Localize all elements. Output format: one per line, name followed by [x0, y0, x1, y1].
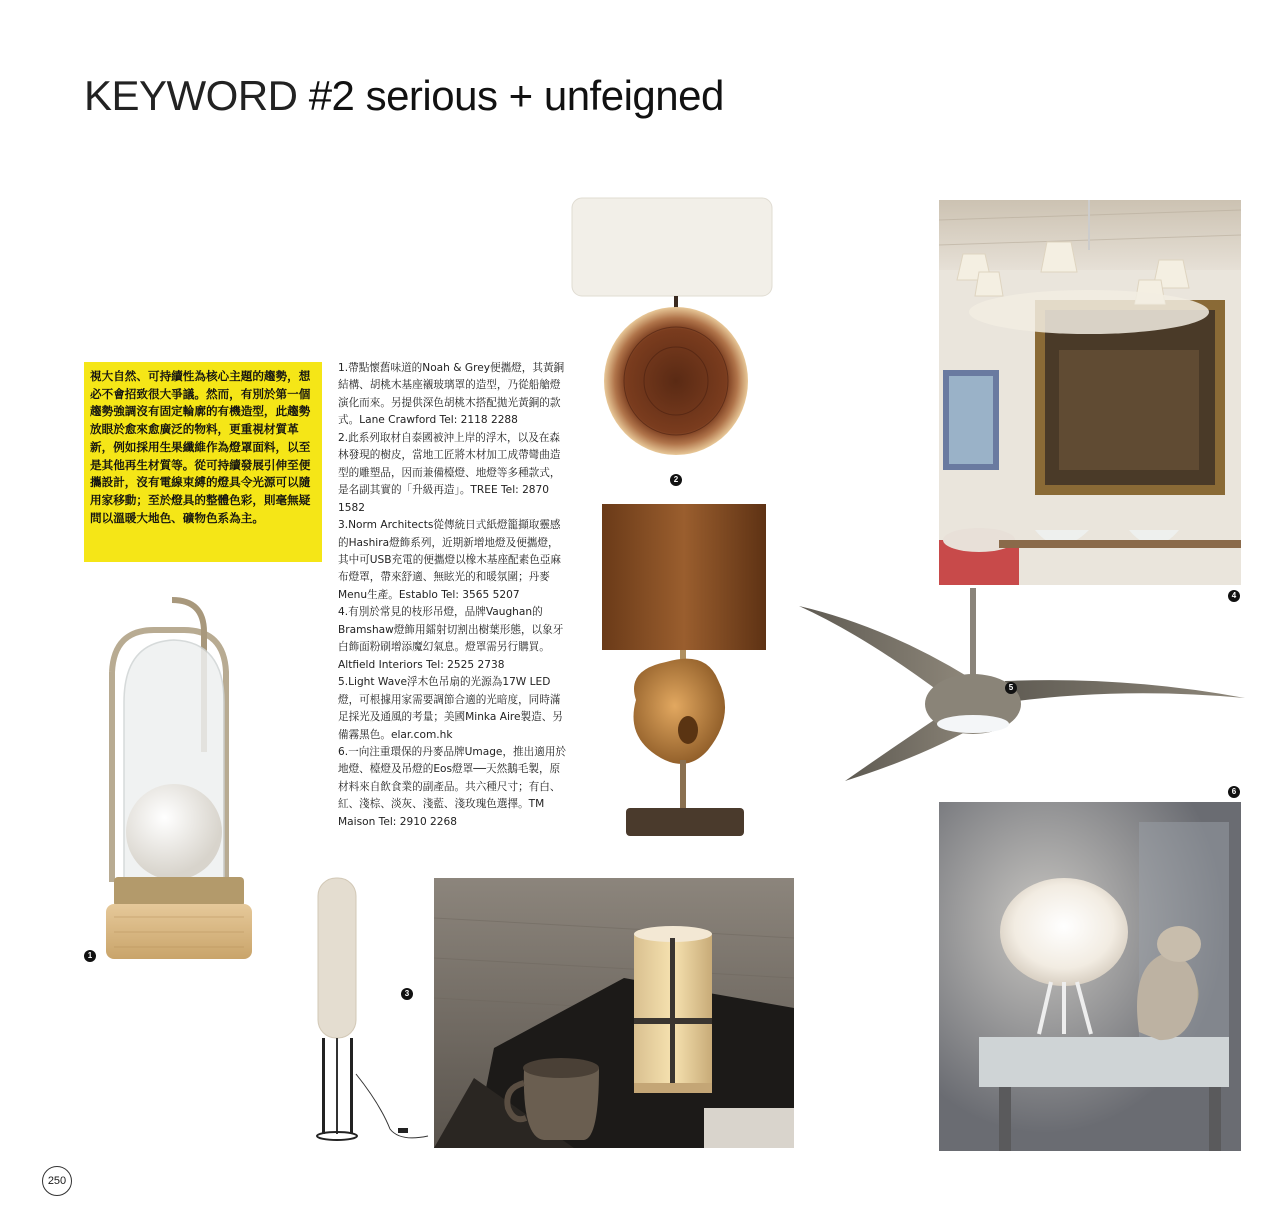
description-item-1: 1.帶點懷舊味道的Noah & Grey便攜燈，其黃銅結構、胡桃木基座襯玻璃罩的造型，乃從船艙燈演化而來。另提供深色胡桃木搭配拋光黃銅的款式。Lane Crawford Tel: 2118 2288 [338, 362, 565, 427]
intro-block: 視大自然、可持續性為核心主題的趨勢，想必不會招致很大爭議。然而，有別於第一個趨勢強調沒有固定輪廓的有機造型，此趨勢放眼於愈來愈廣泛的物料，更重視材質革新，例如採用生果纖維作為燈罩面料，以至是其他再生材質等。從可持續發展引伸至便攜設計，沒有電線束縛的燈具令光源可以隨用家移動；至於燈具的整體色彩，則毫無疑問以溫暖大地色、礦物色系為主。 [84, 362, 322, 562]
marker-4: 4 [1228, 590, 1240, 602]
marker-5: 5 [1005, 682, 1017, 694]
description-item-5: 5.Light Wave浮木色吊扇的光源為17W LED燈，可根據用家需要調節合適的光暗度，同時滿足採光及通風的考量；美國Minka Aire製造、另備霧黑色。elar.com.hk [338, 676, 563, 741]
description-item-4: 4.有別於常見的枝形吊燈，品牌Vaughan的Bramshaw燈飾用鐳射切割出樹葉形態，以象牙白飾面粉刷增添魔幻氣息。燈罩需另行購買。Altfield Interiors Tel: 2525 2738 [338, 606, 564, 671]
bramshaw-chandelier-room-image [939, 200, 1241, 585]
column-floor-lamp-image [300, 874, 430, 1144]
marker-2: 2 [670, 474, 682, 486]
light-wave-ceiling-fan-image [795, 586, 1245, 786]
marker-1: 1 [84, 950, 96, 962]
description-item-2: 2.此系列取材自泰國被沖上岸的浮木，以及在森林發現的樹皮，當地工匠將木材加工成帶彎曲造型的雕塑品，因而兼備檯燈、地燈等多種款式，是名副其實的「升級再造」。TREE Tel: 2870 1582 [338, 431, 561, 514]
title-keyword: KEYWORD [84, 72, 298, 119]
marker-6: 6 [1228, 786, 1240, 798]
description-item-6: 6.一向注重環保的丹麥品牌Umage，推出適用於地燈、檯燈及吊燈的Eos燈罩──天然鵝毛製，原材料來自飲食業的副產品。共六種尺寸；有白、紅、淺棕、淡灰、淺藍、淺玫瑰色選擇。TM Maison Tel: 2910 2268 [338, 745, 567, 828]
eos-feather-lamp-scene-image [939, 802, 1241, 1151]
description-item-3: 3.Norm Architects從傳統日式紙燈籠擷取靈感的Hashira燈飾系列，近期新增地燈及便攜燈，其中可USB充電的便攜燈以橡木基座配素色亞麻布燈罩，帶來舒適、無眩光的和暖氛圍；丹麥Menu生產。Establo Tel: 3565 5207 [338, 519, 562, 601]
driftwood-slice-lamp-image [566, 196, 786, 466]
title-theme: #2 serious + unfeigned [308, 72, 724, 119]
lantern-lamp-image [84, 592, 274, 972]
driftwood-base-lamp-image [596, 500, 776, 840]
marker-3: 3 [401, 988, 413, 1000]
page-number: 250 [42, 1166, 72, 1196]
page-title [84, 72, 724, 120]
hashira-portable-lamp-scene-image [434, 878, 794, 1148]
product-descriptions [338, 360, 568, 831]
